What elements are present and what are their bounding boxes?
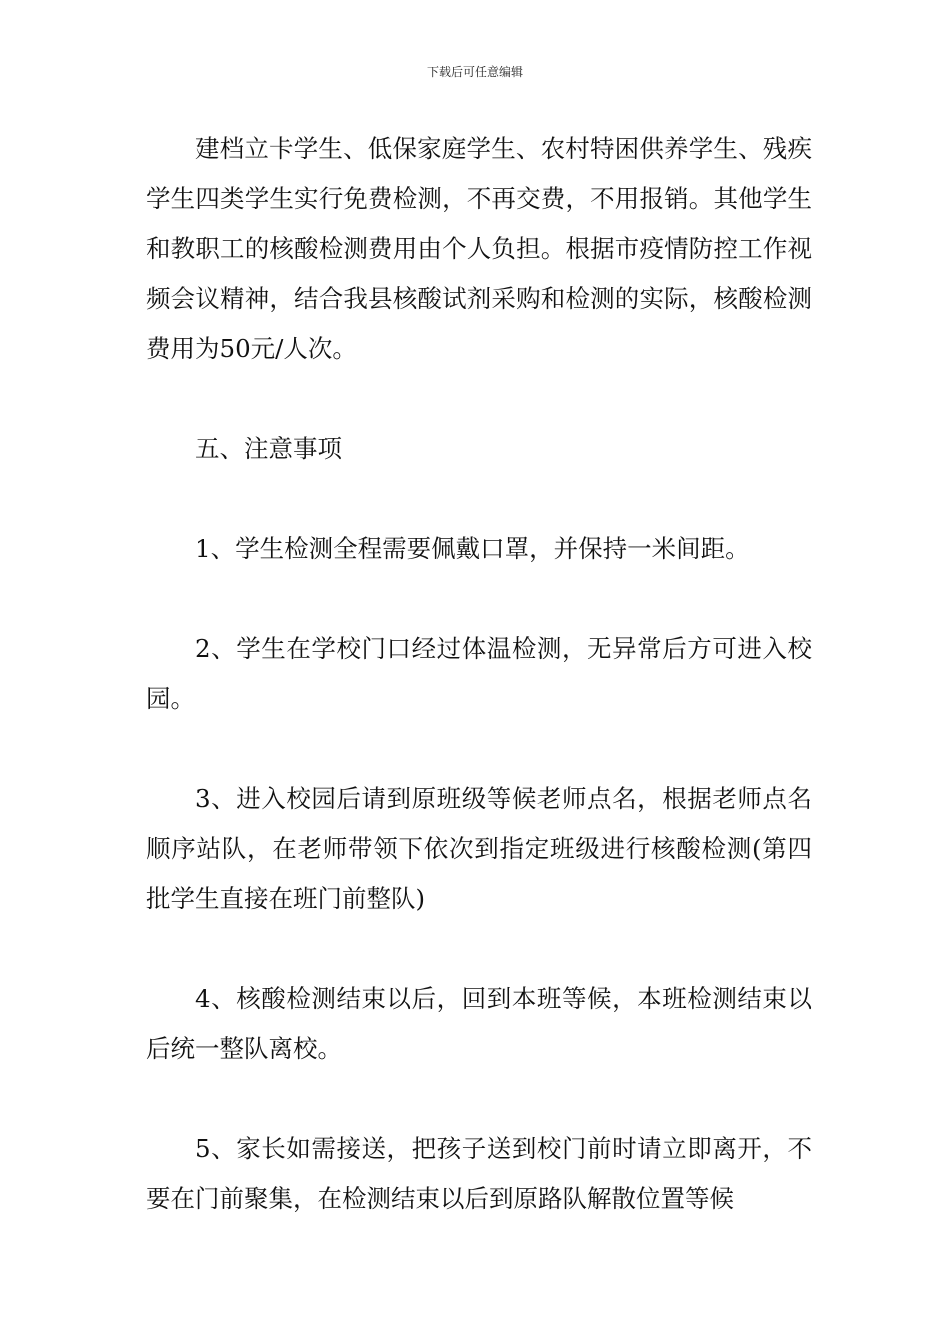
document-body — [146, 124, 812, 1224]
list-item-5: 5、家长如需接送，把孩子送到校门前时请立即离开，不要在门前聚集，在检测结束以后到原路队解散位置等候 — [146, 1134, 812, 1213]
section-heading-notes: 五、注意事项 — [195, 434, 342, 463]
list-item-1: 1、学生检测全程需要佩戴口罩，并保持一米间距。 — [195, 534, 750, 563]
paragraph-gap — [146, 924, 812, 974]
paragraph-gap — [146, 724, 812, 774]
paragraph-gap — [146, 574, 812, 624]
paragraph-gap — [146, 1074, 812, 1124]
page-header: 下载后可任意编辑 — [426, 65, 523, 79]
list-item-3: 3、进入校园后请到原班级等候老师点名，根据老师点名顺序站队，在老师带领下依次到指定班级进行核酸检测(第四批学生直接在班门前整队) — [146, 784, 812, 913]
paragraph-gap — [146, 474, 812, 524]
paragraph-fee-policy: 建档立卡学生、低保家庭学生、农村特困供养学生、残疾学生四类学生实行免费检测，不再交费，不用报销。其他学生和教职工的核酸检测费用由个人负担。根据市疫情防控工作视频会议精神，结合我县核酸试剂采购和检测的实际，核酸检测费用为50元/人次。 — [146, 134, 812, 363]
list-item-2: 2、学生在学校门口经过体温检测，无异常后方可进入校园。 — [146, 634, 812, 713]
paragraph-gap — [146, 374, 812, 424]
list-item-4: 4、核酸检测结束以后，回到本班等候，本班检测结束以后统一整队离校。 — [146, 984, 812, 1063]
